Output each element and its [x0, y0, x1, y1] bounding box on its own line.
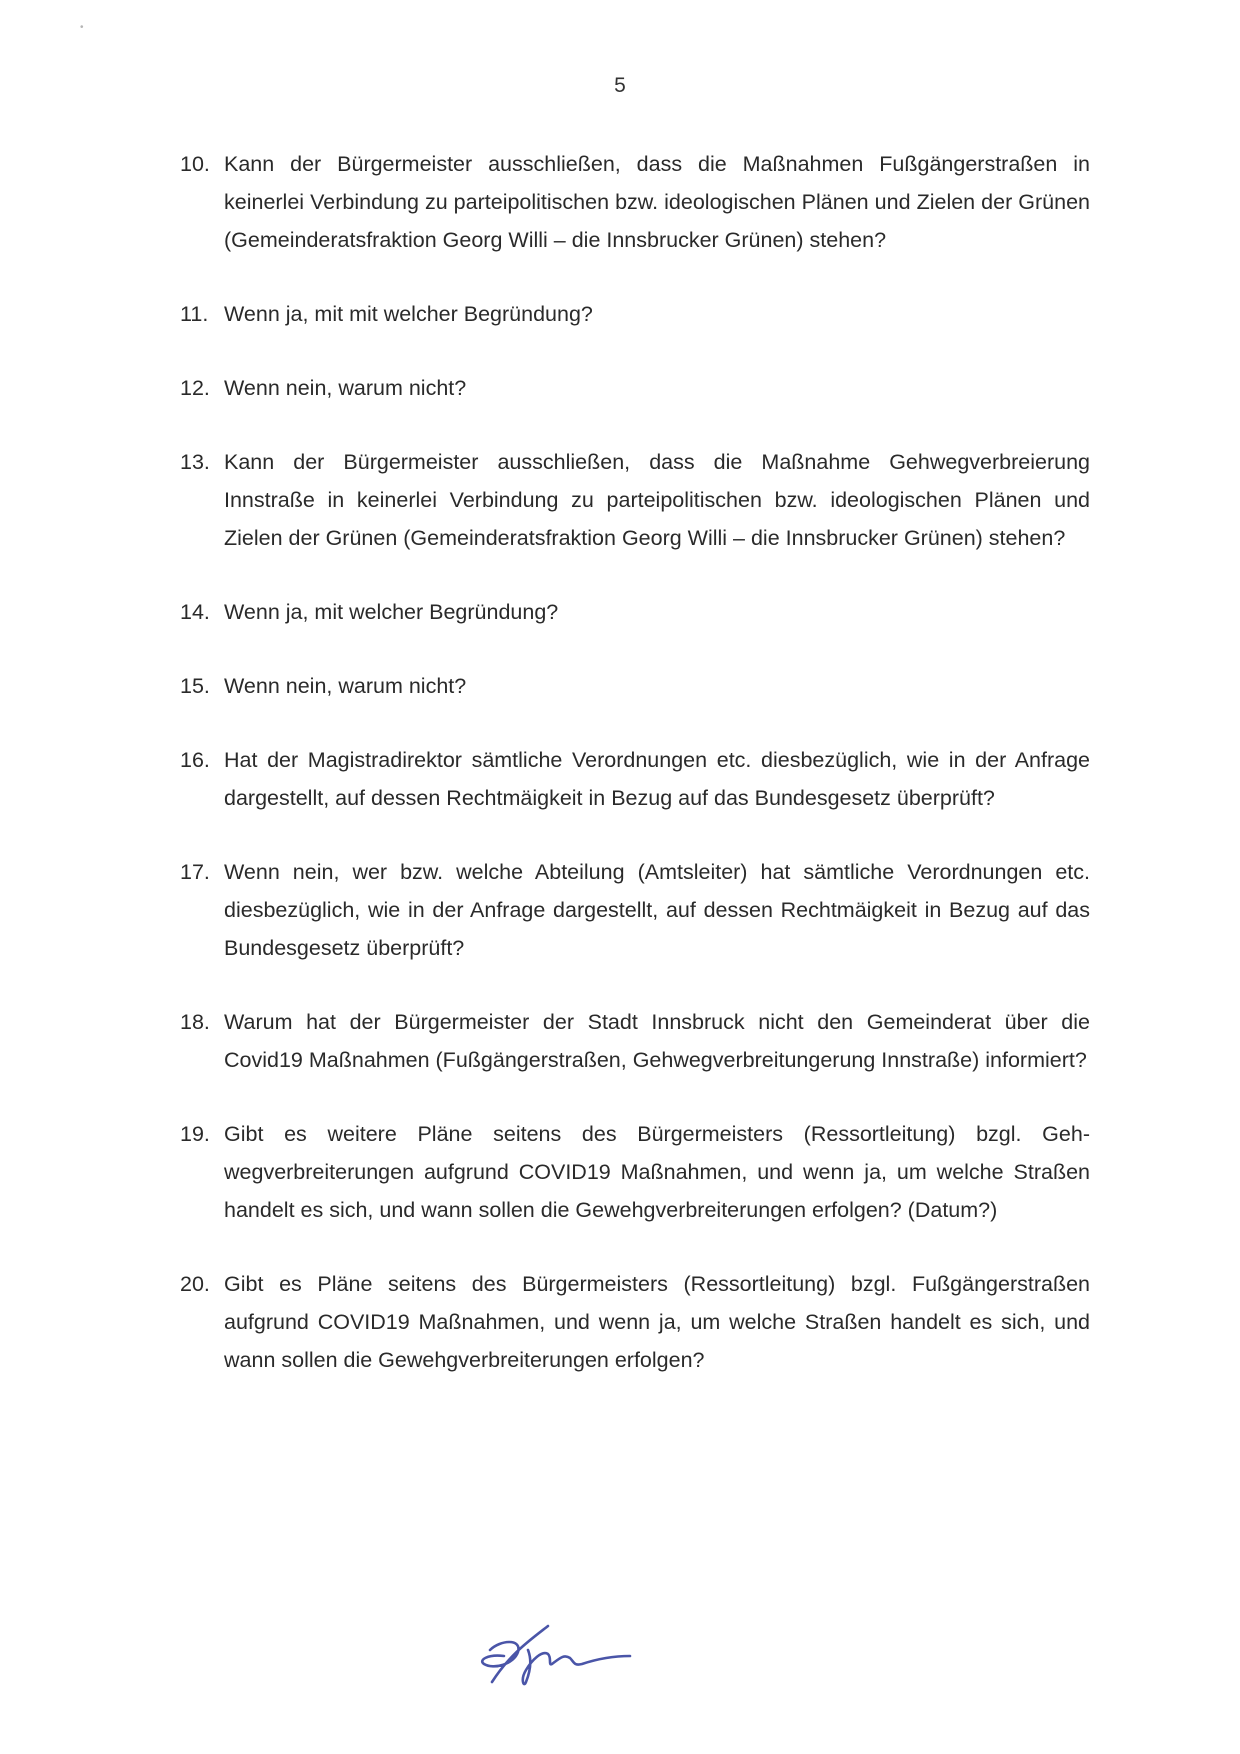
question-item — [180, 1265, 1090, 1379]
question-item — [180, 853, 1090, 967]
question-number: 14. — [180, 600, 210, 624]
question-text: Kann der Bürgermeister ausschließen, dass die Maßnahmen Fußgängerstraßen in keinerlei Verbindung zu parteipolitischen bzw. ideologischen Plänen und Zielen der Grünen (Gemeinderatsfraktion Georg Willi – die Innsbrucker Grünen) stehen? — [224, 152, 1090, 252]
question-item — [180, 593, 1090, 631]
signature-icon — [470, 1620, 640, 1690]
question-number: 20. — [180, 1272, 210, 1296]
question-number: 16. — [180, 748, 210, 772]
question-item — [180, 667, 1090, 705]
question-item — [180, 145, 1090, 259]
question-text: Warum hat der Bürgermeister der Stadt Innsbruck nicht den Gemeinderat über die Covid19 Maßnahmen (Fußgängerstraßen, Gehwegverbreitungerung Innstraße) informiert? — [224, 1010, 1090, 1072]
question-number: 10. — [180, 152, 210, 176]
question-text: Hat der Magistradirektor sämtliche Verordnungen etc. diesbezüglich, wie in der Anfrage dargestellt, auf dessen Rechtmäigkeit in Bezug auf das Bundesgesetz überprüft? — [224, 748, 1090, 810]
question-text: Wenn ja, mit welcher Begründung? — [224, 600, 559, 624]
question-item — [180, 295, 1090, 333]
question-item — [180, 443, 1090, 557]
question-number: 18. — [180, 1010, 210, 1034]
question-item — [180, 741, 1090, 817]
question-text: Wenn nein, warum nicht? — [224, 376, 467, 400]
question-list — [180, 145, 1090, 1415]
question-number: 17. — [180, 860, 210, 884]
signature-stroke — [482, 1626, 630, 1684]
question-text: Wenn ja, mit mit welcher Begründung? — [224, 302, 593, 326]
question-text: Wenn nein, warum nicht? — [224, 674, 467, 698]
question-number: 19. — [180, 1122, 210, 1146]
question-text: Gibt es Pläne seitens des Bürgermeisters (Ressortleitung) bzgl. Fußgängerstraßen aufgrund COVID19 Maßnahmen, und wenn ja, um welche Straßen handelt es sich, und wann sollen die Gewehgverbreiterungen erfolgen? — [224, 1272, 1090, 1372]
question-text: Gibt es weitere Pläne seitens des Bürgermeisters (Ressortleitung) bzgl. Gehwegverbreiterungen aufgrund COVID19 Maßnahmen, und wenn ja, um welche Straßen handelt es sich, und wann sollen die Gewehgverbreiterungen erfolgen? (Datum?) — [224, 1122, 1090, 1222]
question-number: 13. — [180, 450, 210, 474]
question-item — [180, 1115, 1090, 1229]
question-number: 12. — [180, 376, 210, 400]
question-item — [180, 1003, 1090, 1079]
question-number: 11. — [180, 302, 209, 326]
question-number: 15. — [180, 674, 210, 698]
scan-artifact: • — [80, 22, 84, 33]
question-text: Kann der Bürgermeister ausschließen, dass die Maßnahme Gehwegverbreierung Innstraße in keinerlei Verbindung zu parteipolitischen bzw. ideologischen Plänen und Zielen der Grünen (Gemeinderatsfraktion Georg Willi – die Innsbrucker Grünen) stehen? — [224, 450, 1090, 550]
question-item — [180, 369, 1090, 407]
page-number: 5 — [614, 74, 626, 97]
question-text: Wenn nein, wer bzw. welche Abteilung (Amtsleiter) hat sämtliche Verordnungen etc. diesbezüglich, wie in der Anfrage dargestellt, auf dessen Rechtmäigkeit in Bezug auf das Bundesgesetz überprüft? — [224, 860, 1090, 960]
